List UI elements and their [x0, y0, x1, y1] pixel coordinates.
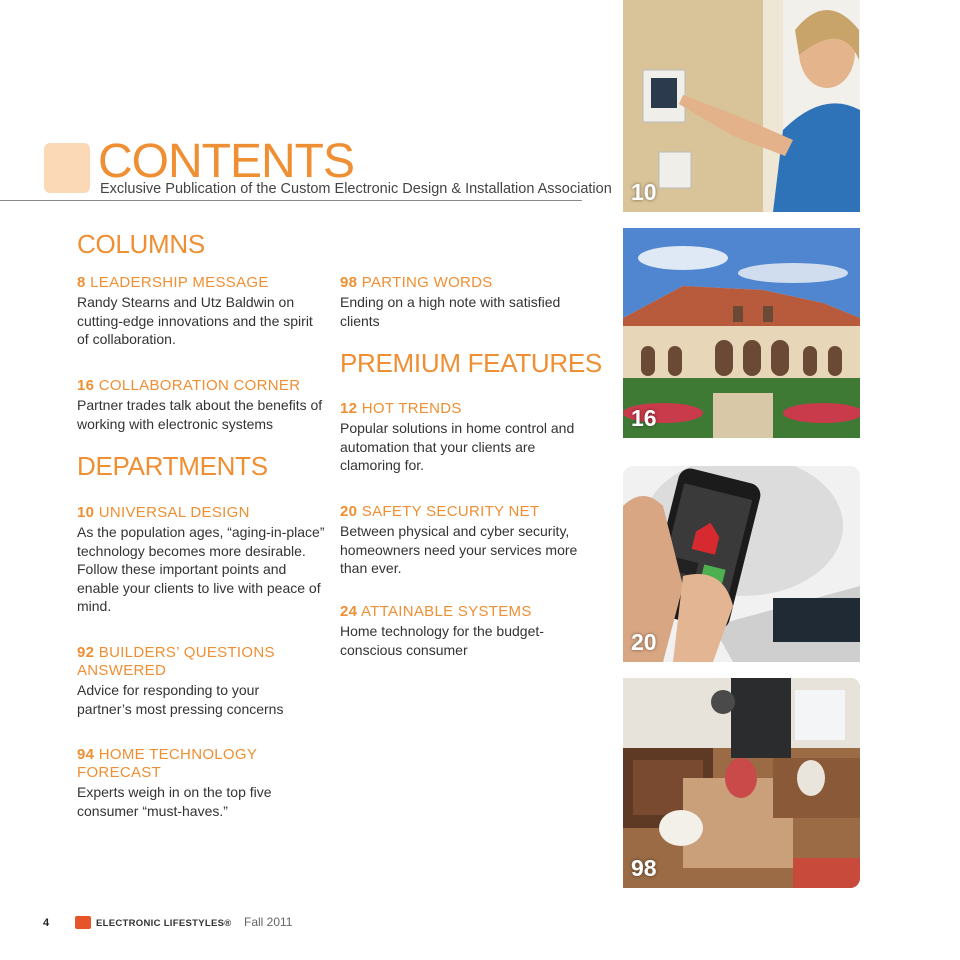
smartphone-security-app-photo[interactable] — [623, 466, 860, 662]
toc-page-number: 20 — [340, 503, 358, 520]
toc-entry-title: 20 SAFETY SECURITY NET — [340, 503, 540, 520]
toc-entry-description: Experts weigh in on the top five consumer “must-haves.” — [77, 784, 272, 819]
toc-entry[interactable] — [77, 377, 327, 433]
toc-entry[interactable] — [340, 400, 580, 475]
issue-date: Fall 2011 — [244, 915, 293, 929]
toc-entry[interactable] — [340, 603, 575, 659]
toc-page-number: 24 — [340, 603, 358, 620]
section-heading-departments: DEPARTMENTS — [77, 451, 268, 481]
toc-entry[interactable] — [77, 274, 327, 349]
toc-entry-title: 92 BUILDERS’ QUESTIONS ANSWERED — [77, 644, 275, 679]
section-heading-columns: COLUMNS — [77, 229, 205, 259]
page-number: 4 — [43, 917, 50, 929]
toc-entry[interactable] — [77, 746, 307, 820]
toc-entry-title: 10 UNIVERSAL DESIGN — [77, 504, 250, 521]
toc-entry-description: As the population ages, “aging-in-place” technology becomes more desirable. Follow these important points and enable your clients to live with peace of mind. — [77, 524, 325, 614]
toc-entry-description: Ending on a high note with satisfied clients — [340, 294, 561, 329]
toc-page-number: 94 — [77, 746, 95, 763]
cedia-logo-icon — [75, 916, 91, 929]
section-heading-premium-features: PREMIUM FEATURES — [340, 348, 602, 378]
toc-entry[interactable] — [340, 274, 580, 330]
toc-entry-description: Popular solutions in home control and automation that your clients are clamoring for. — [340, 420, 575, 473]
toc-entry-description: Home technology for the budget-conscious consumer — [340, 623, 544, 658]
toc-entry[interactable] — [77, 504, 325, 616]
title-divider — [0, 200, 582, 201]
photo-page-number: 10 — [631, 179, 657, 205]
living-room-overhead-photo[interactable] — [623, 678, 860, 888]
toc-entry-description: Partner trades talk about the benefits of working with electronic systems — [77, 397, 323, 432]
mediterranean-house-photo[interactable] — [623, 228, 860, 438]
toc-entry-title: 98 PARTING WORDS — [340, 274, 493, 291]
toc-entry-title: 94 HOME TECHNOLOGY FORECAST — [77, 746, 257, 781]
woman-touchpanel-photo[interactable] — [623, 0, 860, 212]
toc-entry-title: 12 HOT TRENDS — [340, 400, 462, 417]
toc-entry-title: 8 LEADERSHIP MESSAGE — [77, 274, 269, 291]
toc-page-number: 8 — [77, 274, 86, 291]
toc-entry-description: Between physical and cyber security, homeowners need your services more than ever. — [340, 523, 578, 576]
title-accent-square — [44, 143, 90, 193]
toc-entry-description: Advice for responding to your partner’s most pressing concerns — [77, 682, 284, 717]
magazine-name: ELECTRONIC LIFESTYLES® — [96, 918, 232, 929]
page-subtitle: Exclusive Publication of the Custom Electronic Design & Installation Association — [100, 181, 612, 197]
toc-entry[interactable] — [77, 644, 297, 718]
toc-page-number: 98 — [340, 274, 358, 291]
page-title: CONTENTS — [98, 135, 354, 188]
toc-page-number: 10 — [77, 504, 95, 521]
toc-entry[interactable] — [340, 503, 580, 578]
toc-page-number: 12 — [340, 400, 358, 417]
photo-page-number: 16 — [631, 405, 657, 431]
toc-page-number: 16 — [77, 377, 95, 394]
photo-page-number: 20 — [631, 629, 657, 655]
toc-entry-description: Randy Stearns and Utz Baldwin on cutting-edge innovations and the spirit of collaboration. — [77, 294, 313, 347]
photo-page-number: 98 — [631, 855, 657, 881]
toc-entry-title: 16 COLLABORATION CORNER — [77, 377, 301, 394]
toc-page-number: 92 — [77, 644, 95, 661]
toc-entry-title: 24 ATTAINABLE SYSTEMS — [340, 603, 532, 620]
